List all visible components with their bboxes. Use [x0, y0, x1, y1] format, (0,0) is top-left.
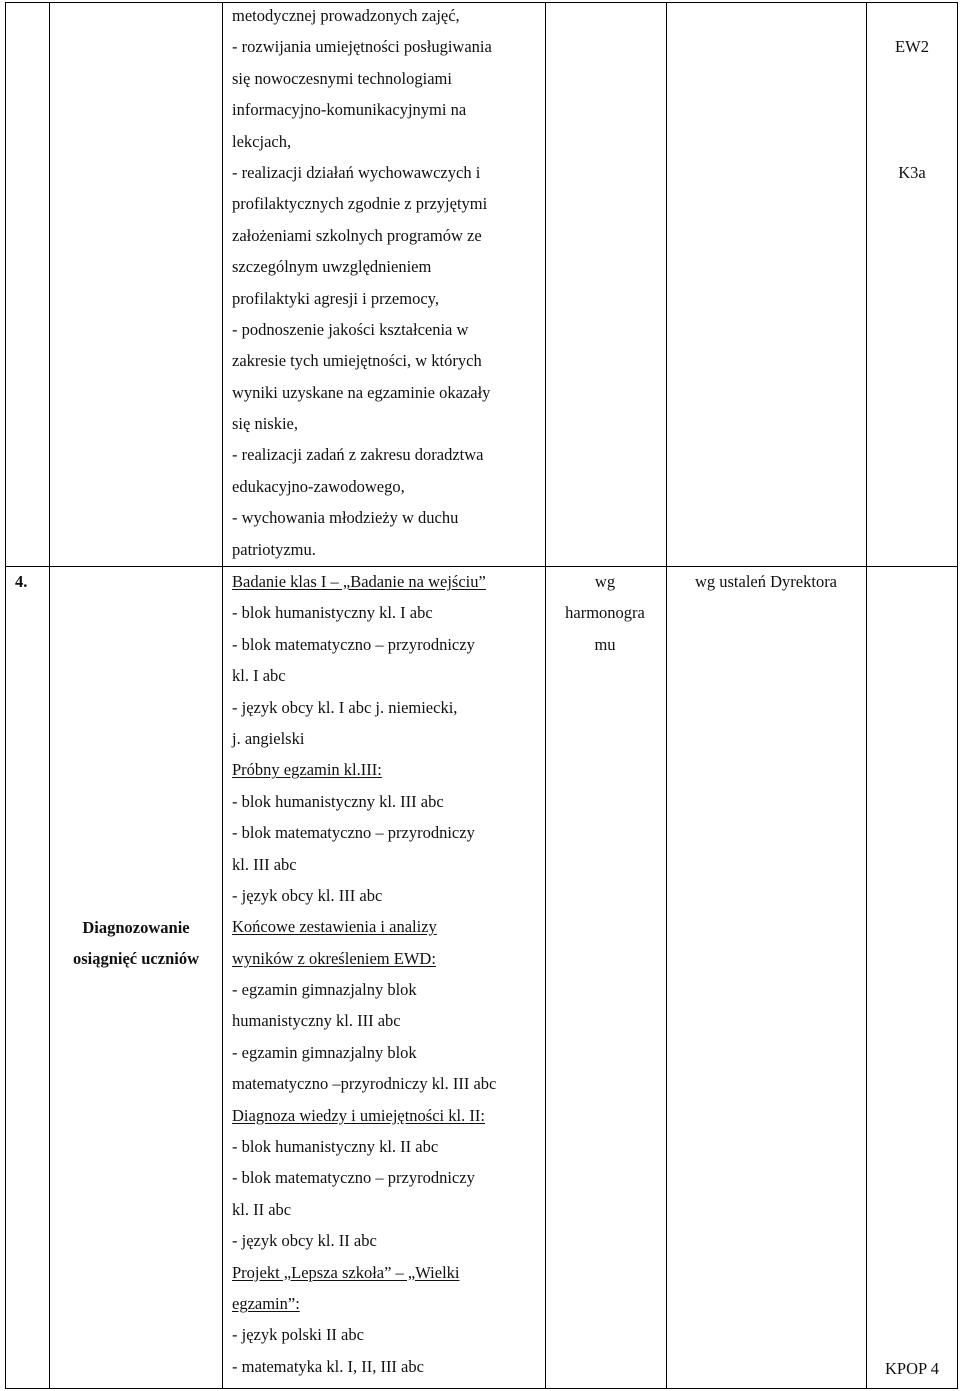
column-divider-2 [222, 2, 223, 1389]
row4-content-line: kl. II abc [232, 1199, 292, 1219]
row3-code-ew2: EW2 [895, 37, 929, 56]
row3-content-line: - wychowania młodzieży w duchu [232, 508, 459, 528]
row3-content-line: patriotyzmu. [232, 539, 316, 559]
row3-content-line: - realizacji działań wychowawczych i [232, 162, 481, 182]
row3-content-line: - rozwijania umiejętności posługiwania [232, 37, 492, 57]
row4-content-line: - blok humanistyczny kl. I abc [232, 603, 433, 623]
row4-code-kpop4: KPOP 4 [885, 1359, 939, 1378]
row4-content-line: Diagnoza wiedzy i umiejętności kl. II: [232, 1105, 485, 1125]
row4-content-line: - matematyka kl. I, II, III abc [232, 1356, 424, 1376]
row3-content-line: edukacyjno-zawodowego, [232, 476, 405, 496]
row4-topic [50, 912, 222, 975]
row3-content-line: się nowoczesnymi technologiami [232, 68, 452, 88]
row4-content-line: humanistyczny kl. III abc [232, 1011, 401, 1031]
row4-content-line: kl. III abc [232, 854, 297, 874]
row3-content-line: metodycznej prowadzonych zajęć, [232, 6, 460, 25]
column-divider-4 [666, 2, 667, 1389]
row4-term-cell [545, 566, 665, 660]
column-divider-1 [49, 2, 50, 1389]
row4-content-line: kl. I abc [232, 666, 286, 686]
row4-content-line: - blok matematyczno – przyrodniczy [232, 823, 475, 843]
row4-content-line: - język obcy kl. I abc j. niemiecki, [232, 697, 458, 717]
row3-content-line: informacyjno-komunikacyjnymi na [232, 100, 467, 120]
row3-content-line: lekcjach, [232, 131, 292, 151]
row4-topic-line1: Diagnozowanie [82, 918, 190, 937]
row4-content-line: - blok humanistyczny kl. II abc [232, 1137, 439, 1157]
column-divider-5 [866, 2, 867, 1389]
row4-content-line: wyników z określeniem EWD: [232, 948, 436, 968]
row4-content-line: - blok matematyczno – przyrodniczy [232, 634, 475, 654]
row4-content-line: - blok matematyczno – przyrodniczy [232, 1168, 475, 1188]
row4-content-line: - egzamin gimnazjalny blok [232, 980, 417, 1000]
row4-content-line: - blok humanistyczny kl. III abc [232, 791, 444, 811]
row4-content-line: Badanie klas I – „Badanie na wejściu” [232, 572, 486, 591]
row4-content-line: Końcowe zestawienia i analizy [232, 917, 437, 937]
row4-responsible: wg ustaleń Dyrektora [694, 572, 838, 591]
row4-content-line: Projekt „Lepsza szkoła” – „Wielki [232, 1262, 460, 1282]
row3-content-line: założeniami szkolnych programów ze [232, 225, 482, 245]
row4-content-line: egzamin”: [232, 1293, 300, 1313]
row4-topic-line2: osiągnięć uczniów [72, 949, 200, 969]
row3-content-line: szczególnym uwzględnieniem [232, 257, 432, 277]
row4-content-line: - język polski II abc [232, 1325, 364, 1345]
row4-content-line: Próbny egzamin kl.III: [232, 760, 382, 780]
row4-content-cell [232, 566, 496, 1382]
row3-content-line: się niskie, [232, 414, 298, 434]
row4-content-line: - język obcy kl. III abc [232, 885, 383, 905]
row3-content-line: profilaktycznych zgodnie z przyjętymi [232, 194, 488, 214]
row4-content-line: - egzamin gimnazjalny blok [232, 1042, 417, 1062]
row3-content-line: profilaktyki agresji i przemocy, [232, 288, 439, 308]
row3-content-line: zakresie tych umiejętności, w których [232, 351, 482, 371]
row3-code-k3a: K3a [898, 163, 926, 182]
table-border-right [957, 2, 958, 1389]
column-divider-3 [545, 2, 546, 1389]
row4-content-line: matematyczno –przyrodniczy kl. III abc [232, 1074, 497, 1094]
row4-content-line: - język obcy kl. II abc [232, 1231, 377, 1251]
row3-content-cell [232, 0, 492, 565]
table-border-left [5, 2, 6, 1389]
row4-term-line: mu [594, 634, 616, 654]
row4-content-line: j. angielski [232, 728, 305, 748]
row4-term-line: wg [594, 572, 616, 591]
row4-number: 4. [15, 572, 28, 591]
table-border-bottom [5, 1388, 958, 1389]
row3-content-line: wyniki uzyskane na egzaminie okazały [232, 382, 491, 402]
row4-term-line: harmonogra [565, 603, 645, 623]
row3-content-line: - realizacji zadań z zakresu doradztwa [232, 445, 484, 465]
row3-content-line: - podnoszenie jakości kształcenia w [232, 319, 469, 339]
